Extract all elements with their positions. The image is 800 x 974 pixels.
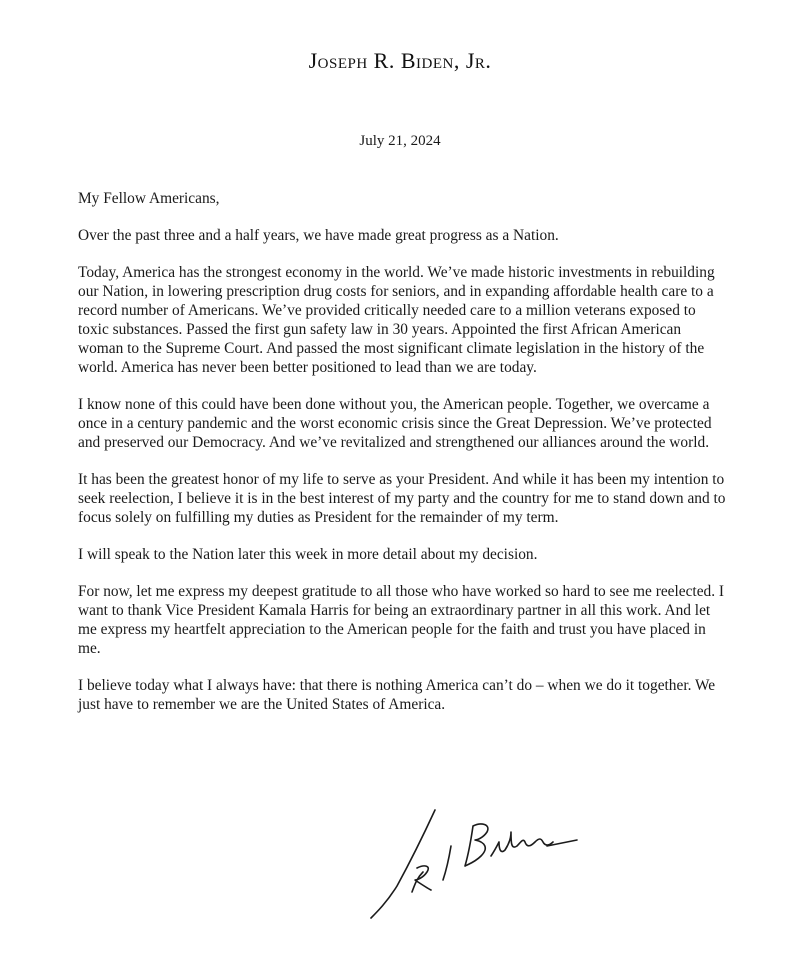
signature-stroke-iden bbox=[491, 832, 553, 856]
paragraph-3: I know none of this could have been done without you, the American people. Together, we overcame a once in a century pandemic and the worst economic crisis since the Great Depression. We’ve protected and preserved our Democracy. And we’ve revitalized and strengthened our alliances around the world. bbox=[78, 396, 712, 451]
signature-stroke-j bbox=[371, 810, 435, 918]
paragraph-5: I will speak to the Nation later this week in more detail about my decision. bbox=[78, 546, 538, 563]
handwritten-signature bbox=[365, 806, 595, 921]
paragraph-4: It has been the greatest honor of my life to serve as your President. And while it has been my intention to seek reelection, I believe it is in the best interest of my party and the country for me to stand down and to focus solely on fulfilling my duties as President for the remainder of my term. bbox=[78, 471, 726, 526]
paragraph-6: For now, let me express my deepest gratitude to all those who have worked so hard to see me reelected. I want to thank Vice President Kamala Harris for being an extraordinary partner in all this work. And let me express my heartfelt appreciation to the American people for the faith and trust you have placed in me. bbox=[78, 583, 725, 657]
signature-stroke-r bbox=[412, 866, 431, 892]
letter-date: July 21, 2024 bbox=[359, 133, 441, 149]
letterhead-name: Joseph R. Biden, Jr. bbox=[308, 48, 492, 73]
paragraph-7: I believe today what I always have: that there is nothing America can’t do – when we do it together. We just have to remember we are the United States of America. bbox=[78, 677, 716, 713]
letter-body bbox=[78, 189, 728, 732]
signature-stroke-mid bbox=[443, 846, 451, 880]
paragraph-2: Today, America has the strongest economy in the world. We’ve made historic investments in rebuilding our Nation, in lowering prescription drug costs for seniors, and in expanding affordable health care to a record number of Americans. We’ve provided critically needed care to a million veterans exposed to toxic substances. Passed the first gun safety law in 30 years. Appointed the first African American woman to the Supreme Court. And passed the most significant climate legislation in the history of the world. America has never been better positioned to lead than we are today. bbox=[78, 264, 715, 376]
paragraph-1: Over the past three and a half years, we have made great progress as a Nation. bbox=[78, 227, 559, 244]
salutation: My Fellow Americans, bbox=[78, 190, 220, 207]
signature-stroke-b bbox=[465, 824, 488, 866]
